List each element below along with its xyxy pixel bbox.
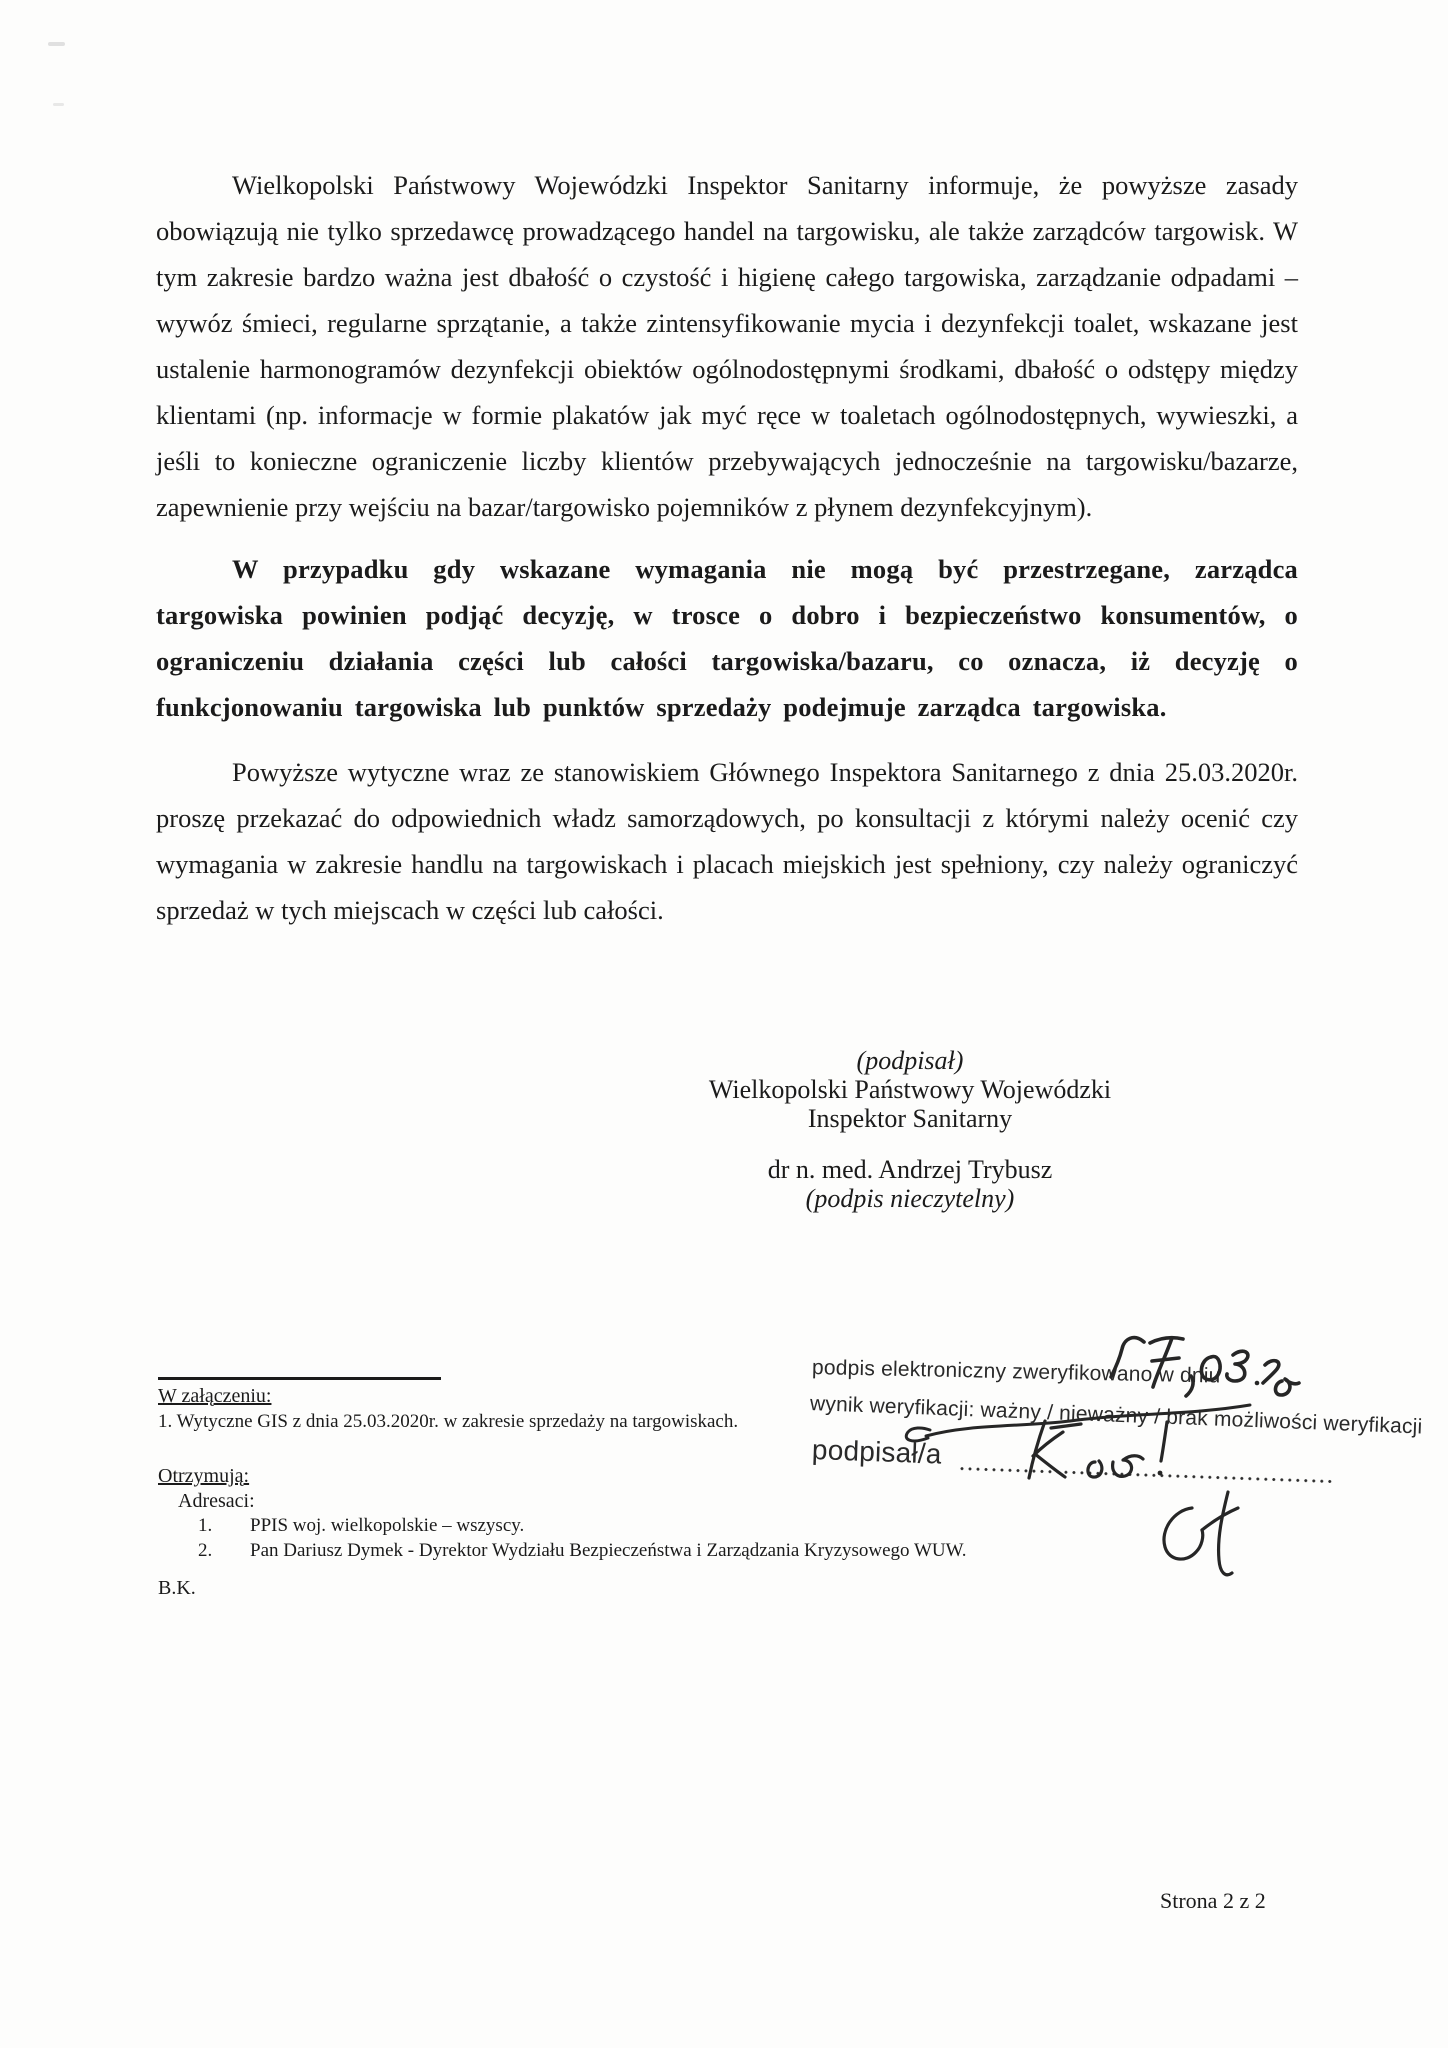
stamp-verification-result-line: wynik weryfikacji: ważny / nieważny / brak możliwości weryfikacji [809,1392,1423,1439]
stamp-verified-on-line: podpis elektroniczny zweryfikowano w dniu [811,1356,1221,1388]
paragraph-hygiene-rules: Wielkopolski Państwowy Wojewódzki Inspektor Sanitarny informuje, że powyższe zasady obowiązują nie tylko sprzedawcę prowadzącego handel na targowisku, ale także zarządców targowisk. W tym zakresie bardzo ważna jest dbałość o czystość i higienę całego targowiska, zarządzanie odpadami – wywóz śmieci, regularne sprzątanie, a także zintensyfikowanie mycia i dezynfekcji toalet, wskazane jest ustalenie harmonogramów dezynfekcji obiektów ogólnodostępnymi środkami, dbałość o odstępy między klientami (np. informacje w formie plakatów jak myć ręce w toaletach ogólnodostępnych, wywieszki, a jeśli to konieczne ograniczenie liczby klientów przebywających jednocześnie na targowisku/bazarze, zapewnienie przy wejściu na bazar/targowisko pojemników z płynem dezynfekcyjnym). [156,170,1298,522]
signed-note: (podpisał) [856,1046,964,1075]
stamp-signed-by-label: podpisał/a [811,1434,943,1470]
recipient-row [198,1540,967,1562]
paragraph-guidelines-forwarding: Powyższe wytyczne wraz ze stanowiskiem Głównego Inspektora Sanitarnego z dnia 25.03.2020r. proszę przekazać do odpowiednich władz samorządowych, po konsultacji z którymi należy ocenić czy wymagania w zakresie handlu na targowiskach i placach miejskich jest spełniony, czy należy ograniczyć sprzedaż w tych miejscach w części lub całości. [156,757,1298,925]
clerk-initials: B.K. [158,1577,196,1599]
letter-body [156,162,1298,933]
office-name-line1: Wielkopolski Państwowy Wojewódzki [708,1075,1112,1104]
scan-artifact [48,42,65,46]
separator-rule [158,1377,441,1380]
attachment-item: 1. Wytyczne GIS z dnia 25.03.2020r. w zakresie sprzedaży na targowiskach. [158,1411,739,1432]
illegible-signature-note: (podpis nieczytelny) [805,1184,1015,1213]
scan-artifact [53,103,64,106]
recipient-row [198,1515,524,1537]
handwritten-paraph [1150,1486,1262,1590]
recipient-text: PPIS woj. wielkopolskie – wszyscy. [250,1515,525,1536]
recipient-number: 2. [198,1540,213,1561]
recipients-heading: Otrzymują: [158,1465,250,1487]
handwritten-signature-scribble [1015,1414,1215,1486]
recipient-number: 1. [198,1515,213,1536]
signer-name: dr n. med. Andrzej Trybusz [767,1155,1053,1184]
recipient-text: Pan Dariusz Dymek - Dyrektor Wydziału Bezpieczeństwa i Zarządzania Kryzysowego WUW. [250,1540,967,1561]
page-number: Strona 2 z 2 [1160,1888,1266,1913]
recipients-subheading: Adresaci: [178,1490,255,1512]
attachments-heading: W załączeniu: [158,1385,272,1407]
paragraph-market-closure-bold: W przypadku gdy wskazane wymagania nie mogą być przestrzegane, zarządca targowiska powinien podjąć decyzję, w trosce o dobro i bezpieczeństwo konsumentów, o ograniczeniu działania części lub całości targowiska/bazaru, co oznacza, iż decyzję o funkcjonowaniu targowiska lub punktów sprzedaży podejmuje zarządca targowiska. [156,554,1298,722]
office-name-line2: Inspektor Sanitarny [807,1104,1013,1133]
spacer [685,1133,1135,1155]
signature-block [685,1046,1135,1213]
